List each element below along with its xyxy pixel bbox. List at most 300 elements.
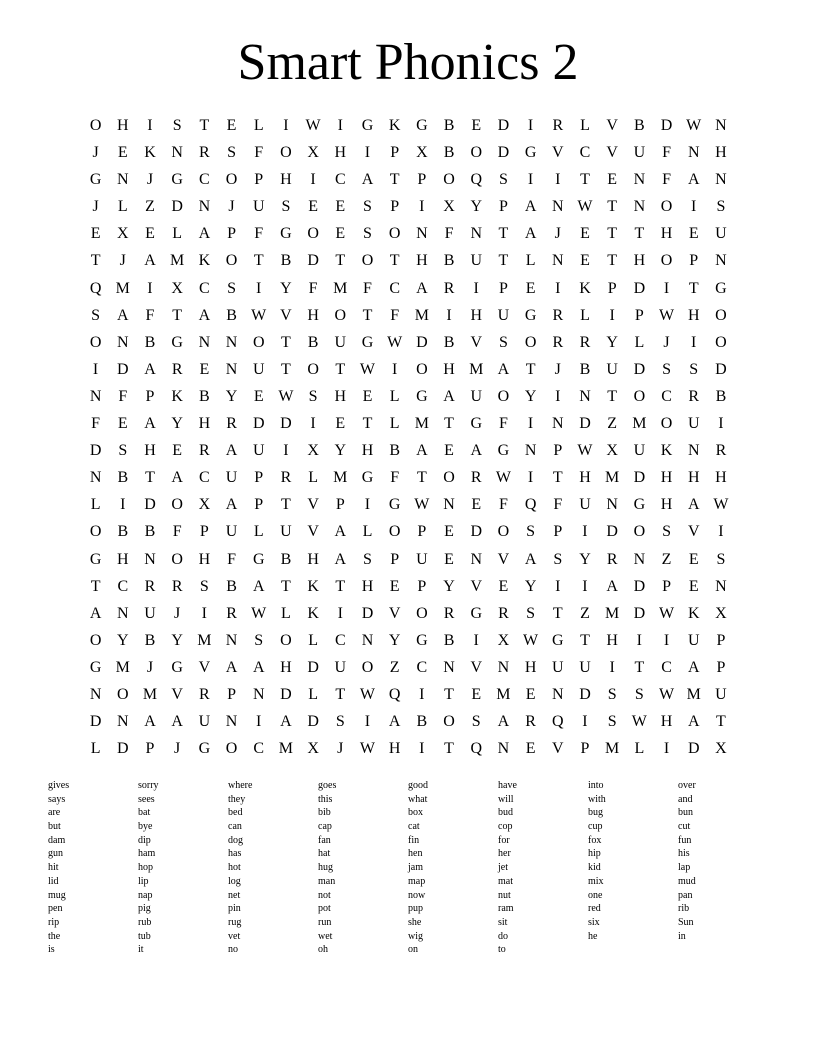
grid-cell: T	[90, 577, 101, 595]
grid-cell: K	[579, 279, 591, 297]
grid-cell: Y	[606, 333, 618, 351]
grid-cell: R	[226, 604, 237, 622]
grid-cell: O	[280, 144, 292, 162]
word-list-item: rub	[138, 916, 152, 928]
word-list-item: hug	[318, 862, 333, 874]
grid-cell: C	[661, 387, 672, 405]
grid-cell: H	[715, 469, 727, 487]
grid-cell: U	[715, 225, 727, 243]
grid-cell: G	[361, 469, 374, 487]
word-list-item: hen	[408, 848, 423, 860]
grid-cell: B	[579, 360, 591, 378]
word-list-item: cop	[498, 821, 513, 833]
grid-cell: Z	[145, 198, 155, 216]
word-list-item: net	[228, 889, 241, 901]
grid-cell: N	[416, 225, 428, 243]
grid-cell: S	[118, 442, 128, 460]
grid-cell: E	[688, 550, 699, 568]
word-list-item: lip	[138, 875, 149, 887]
grid-cell: O	[416, 360, 428, 378]
grid-cell: R	[470, 469, 482, 487]
grid-cell: V	[171, 685, 183, 703]
grid-cell: T	[580, 631, 590, 649]
grid-cell: B	[443, 333, 455, 351]
grid-cell: I	[473, 279, 479, 297]
word-list-item: pin	[228, 903, 241, 915]
grid-cell: T	[444, 740, 454, 758]
grid-cell: H	[334, 387, 347, 405]
grid-cell: N	[89, 685, 102, 703]
grid-cell: I	[201, 604, 207, 622]
grid-cell: U	[144, 604, 156, 622]
grid-cell: E	[471, 496, 482, 514]
grid-cell: F	[553, 496, 563, 514]
grid-cell: T	[172, 306, 183, 324]
grid-cell: S	[526, 604, 536, 622]
grid-cell: X	[497, 631, 510, 649]
word-column	[678, 779, 768, 957]
grid-cell: G	[416, 631, 428, 649]
word-list-item: not	[318, 889, 331, 901]
grid-cell: E	[226, 117, 237, 134]
grid-cell: V	[606, 117, 618, 134]
grid-cell: D	[416, 333, 428, 351]
word-list-item: dam	[48, 834, 66, 846]
grid-cell: N	[117, 333, 129, 351]
grid-cell: I	[663, 740, 670, 758]
word-list-item: goes	[318, 780, 337, 791]
grid-cell: D	[307, 713, 319, 731]
word-list-item: they	[228, 793, 246, 805]
grid-cell: W	[658, 306, 675, 324]
word-list-item: lap	[678, 862, 691, 874]
grid-cell: T	[335, 252, 346, 270]
word-list-item: bug	[588, 807, 603, 819]
grid-cell: J	[554, 225, 561, 243]
grid-cell: T	[253, 252, 264, 270]
grid-cell: R	[606, 550, 618, 568]
word-list-item: over	[678, 780, 696, 791]
grid-cell: P	[634, 306, 644, 324]
grid-cell: A	[252, 577, 265, 595]
grid-cell: A	[144, 415, 156, 433]
grid-cell: K	[660, 442, 673, 460]
word-list-item: fin	[408, 834, 420, 846]
word-list-item: cup	[588, 821, 603, 833]
grid-cell: Y	[524, 387, 537, 405]
grid-cell: F	[390, 306, 400, 324]
grid-cell: W	[658, 685, 675, 703]
grid-cell: M	[115, 658, 130, 676]
grid-cell: E	[145, 225, 155, 243]
word-list-item: no	[228, 944, 238, 956]
grid-cell: Z	[389, 658, 400, 676]
grid-cell: N	[198, 333, 211, 351]
grid-cell: B	[144, 333, 156, 351]
grid-cell: G	[633, 496, 646, 514]
grid-cell: U	[552, 658, 564, 676]
grid-cell: W	[577, 198, 593, 216]
grid-cell: N	[552, 685, 564, 703]
grid-cell: U	[687, 631, 700, 649]
grid-cell: H	[198, 415, 211, 433]
grid-cell: G	[388, 496, 401, 514]
grid-cell: I	[337, 604, 343, 622]
grid-cell: S	[254, 631, 264, 649]
grid-cell: J	[663, 333, 670, 351]
word-list-item: in	[678, 930, 686, 942]
grid-cell: M	[605, 740, 620, 758]
grid-cell: N	[252, 685, 265, 703]
grid-cell: R	[199, 442, 210, 460]
grid-cell: I	[555, 279, 561, 297]
grid-cell: H	[443, 360, 455, 378]
grid-cell: B	[280, 550, 292, 568]
grid-cell: N	[198, 198, 211, 216]
grid-cell: G	[497, 442, 510, 460]
grid-cell: N	[579, 387, 591, 405]
grid-cell: D	[144, 496, 156, 514]
grid-cell: G	[361, 333, 374, 351]
word-list-item: dip	[138, 834, 151, 846]
grid-cell: W	[387, 333, 403, 351]
grid-cell: W	[359, 740, 376, 758]
grid-cell: O	[443, 171, 455, 189]
grid-cell: H	[715, 144, 727, 162]
grid-cell: L	[362, 523, 373, 541]
grid-cell: D	[280, 415, 292, 433]
grid-cell: N	[715, 252, 727, 270]
grid-cell: H	[660, 469, 673, 487]
grid-cell: N	[497, 740, 510, 758]
word-column	[408, 779, 498, 957]
grid-cell: I	[364, 496, 371, 514]
grid-cell: E	[389, 577, 400, 595]
grid-cell: S	[716, 198, 726, 216]
grid-cell: H	[687, 469, 700, 487]
grid-cell: D	[171, 198, 183, 216]
grid-cell: N	[117, 171, 129, 189]
grid-cell: B	[117, 469, 129, 487]
grid-cell: I	[609, 306, 615, 324]
word-list-item: pup	[408, 903, 423, 915]
word-list-item: bib	[318, 807, 331, 819]
grid-cell: N	[117, 604, 129, 622]
grid-cell: E	[308, 198, 318, 216]
grid-cell: H	[144, 442, 156, 460]
letter-grid	[82, 112, 735, 762]
grid-cell: N	[715, 117, 727, 134]
word-list-item: kid	[588, 862, 601, 874]
grid-cell: G	[416, 387, 428, 405]
grid-cell: N	[225, 360, 238, 378]
grid-cell: L	[389, 415, 400, 433]
grid-cell: T	[580, 171, 590, 189]
grid-cell: N	[225, 333, 238, 351]
grid-cell: T	[362, 306, 373, 324]
word-list-item: have	[498, 780, 517, 791]
grid-cell: Q	[470, 171, 482, 189]
grid-cell: H	[280, 171, 292, 189]
grid-cell: I	[582, 523, 588, 541]
grid-cell: N	[470, 225, 482, 243]
grid-cell: A	[225, 442, 238, 460]
grid-cell: T	[552, 469, 563, 487]
grid-cell: W	[251, 604, 267, 622]
grid-cell: U	[579, 658, 591, 676]
word-list-item: nap	[138, 889, 153, 901]
grid-cell: F	[308, 279, 318, 297]
grid-cell: N	[171, 144, 183, 162]
grid-cell: I	[527, 117, 534, 134]
grid-cell: I	[663, 279, 670, 297]
grid-cell: O	[171, 496, 183, 514]
grid-cell: T	[335, 360, 346, 378]
grid-cell: E	[580, 252, 590, 270]
grid-cell: M	[469, 360, 484, 378]
grid-cell: N	[225, 631, 238, 649]
grid-cell: F	[118, 387, 128, 405]
grid-cell: D	[497, 144, 510, 162]
word-list-item: mat	[498, 875, 513, 887]
grid-cell: B	[443, 117, 455, 134]
grid-cell: R	[552, 117, 564, 134]
grid-cell: D	[497, 117, 510, 134]
word-list-item: where	[228, 780, 253, 791]
grid-cell: R	[199, 685, 210, 703]
grid-cell: D	[280, 685, 292, 703]
grid-cell: J	[554, 360, 561, 378]
grid-cell: P	[254, 171, 264, 189]
grid-cell: J	[228, 198, 235, 216]
grid-cell: V	[280, 306, 292, 324]
word-list-item: fun	[678, 834, 692, 846]
word-list-item: fan	[318, 834, 331, 846]
grid-cell: F	[363, 279, 372, 297]
grid-cell: H	[660, 225, 673, 243]
grid-cell: P	[254, 469, 264, 487]
word-list-item: with	[588, 793, 606, 805]
grid-cell: V	[470, 658, 482, 676]
word-list-item: hot	[228, 862, 241, 874]
grid-cell: B	[226, 306, 237, 324]
grid-cell: H	[633, 252, 646, 270]
word-list-item: pen	[48, 903, 63, 915]
grid-cell: O	[497, 387, 510, 405]
grid-cell: A	[687, 171, 700, 189]
grid-cell: E	[172, 442, 183, 460]
grid-cell: X	[416, 144, 428, 162]
grid-cell: N	[497, 658, 510, 676]
grid-cell: F	[662, 144, 671, 162]
grid-cell: F	[227, 550, 236, 568]
grid-cell: I	[636, 631, 642, 649]
grid-cell: Z	[580, 604, 590, 622]
grid-cell: A	[687, 496, 700, 514]
word-list-item: man	[318, 875, 336, 887]
grid-cell: E	[362, 387, 373, 405]
grid-cell: Y	[171, 415, 183, 433]
grid-cell: S	[689, 360, 699, 378]
word-list-item: he	[588, 930, 598, 942]
grid-cell: L	[253, 117, 264, 134]
grid-cell: S	[607, 713, 617, 731]
grid-cell: U	[252, 360, 265, 378]
grid-cell: F	[498, 415, 508, 433]
grid-cell: E	[580, 225, 590, 243]
grid-cell: W	[713, 496, 729, 514]
grid-cell: R	[525, 713, 536, 731]
grid-cell: R	[226, 415, 237, 433]
grid-cell: H	[361, 577, 374, 595]
page-title: Smart Phonics 2	[237, 34, 579, 91]
grid-cell: B	[443, 252, 455, 270]
grid-cell: M	[278, 740, 294, 758]
grid-cell: I	[147, 117, 153, 134]
grid-cell: U	[252, 442, 265, 460]
grid-cell: M	[414, 306, 429, 324]
word-list-item: rip	[48, 916, 60, 928]
word-list-item: can	[228, 821, 242, 833]
grid-cell: K	[307, 604, 319, 622]
grid-cell: O	[443, 713, 455, 731]
word-list-item: bye	[138, 821, 153, 833]
grid-cell: I	[718, 523, 724, 541]
grid-cell: D	[470, 523, 482, 541]
grid-cell: T	[634, 658, 645, 676]
word-list-item: to	[498, 944, 506, 956]
grid-cell: T	[416, 469, 427, 487]
grid-cell: G	[416, 117, 428, 134]
grid-cell: I	[582, 577, 588, 595]
grid-cell: C	[416, 658, 428, 676]
grid-cell: P	[689, 252, 699, 270]
grid-cell: H	[361, 442, 374, 460]
grid-cell: X	[307, 740, 319, 758]
grid-cell: S	[227, 279, 236, 297]
grid-cell: I	[691, 333, 697, 351]
grid-cell: N	[524, 442, 537, 460]
grid-cell: O	[225, 171, 238, 189]
grid-cell: X	[715, 740, 727, 758]
grid-cell: A	[198, 306, 211, 324]
grid-cell: J	[174, 740, 181, 758]
grid-cell: M	[686, 685, 701, 703]
grid-cell: O	[361, 252, 374, 270]
grid-cell: E	[335, 198, 346, 216]
grid-cell: S	[553, 550, 563, 568]
grid-cell: W	[359, 360, 376, 378]
grid-cell: O	[388, 523, 401, 541]
grid-cell: C	[334, 631, 346, 649]
grid-cell: T	[607, 252, 618, 270]
grid-cell: E	[688, 577, 699, 595]
grid-cell: G	[89, 171, 102, 189]
grid-cell: N	[633, 198, 646, 216]
grid-cell: N	[687, 442, 700, 460]
grid-cell: S	[526, 523, 536, 541]
grid-cell: A	[171, 469, 183, 487]
grid-cell: L	[308, 685, 318, 703]
grid-cell: S	[471, 713, 481, 731]
grid-cell: K	[307, 577, 319, 595]
grid-cell: D	[687, 740, 700, 758]
grid-cell: S	[662, 360, 671, 378]
grid-cell: L	[308, 631, 318, 649]
grid-cell: H	[524, 658, 537, 676]
grid-cell: P	[580, 740, 590, 758]
grid-cell: I	[283, 442, 289, 460]
word-list-item: sit	[498, 916, 508, 928]
grid-cell: T	[607, 387, 618, 405]
word-column	[228, 779, 318, 957]
grid-cell: Y	[443, 577, 455, 595]
grid-cell: T	[281, 333, 291, 351]
word-list-item: mix	[588, 875, 604, 887]
grid-cell: E	[90, 225, 101, 243]
grid-cell: A	[361, 171, 374, 189]
grid-cell: U	[579, 496, 591, 514]
grid-cell: V	[198, 658, 211, 676]
grid-cell: F	[254, 144, 264, 162]
grid-cell: A	[89, 604, 102, 622]
grid-cell: T	[525, 360, 536, 378]
grid-cell: A	[687, 713, 700, 731]
grid-cell: P	[227, 225, 236, 243]
word-list-item: pan	[678, 889, 693, 901]
grid-cell: E	[498, 577, 509, 595]
word-column	[588, 779, 678, 957]
grid-cell: Q	[552, 713, 564, 731]
grid-cell: N	[552, 198, 564, 216]
grid-cell: O	[715, 306, 727, 324]
grid-cell: E	[444, 442, 454, 460]
grid-cell: H	[416, 252, 428, 270]
word-list-item: says	[48, 793, 66, 805]
grid-cell: N	[687, 144, 700, 162]
grid-cell: A	[388, 713, 401, 731]
word-list-item: bun	[678, 807, 693, 819]
grid-cell: E	[471, 117, 482, 134]
grid-cell: D	[579, 685, 591, 703]
grid-cell: S	[227, 144, 236, 162]
grid-cell: D	[89, 442, 102, 460]
word-list-item: gives	[48, 780, 70, 791]
grid-cell: R	[280, 469, 292, 487]
grid-cell: E	[199, 360, 210, 378]
grid-cell: V	[470, 333, 482, 351]
word-list-item: wig	[408, 930, 423, 942]
grid-cell: G	[171, 171, 183, 189]
grid-cell: S	[498, 333, 508, 351]
word-list-item: Sun	[678, 916, 694, 928]
grid-cell: A	[524, 225, 537, 243]
grid-cell: R	[498, 604, 509, 622]
grid-cell: D	[89, 713, 102, 731]
grid-cell: P	[716, 658, 726, 676]
grid-cell: B	[117, 523, 129, 541]
word-list-item: will	[498, 793, 514, 805]
grid-cell: M	[197, 631, 212, 649]
grid-cell: U	[252, 198, 265, 216]
grid-cell: E	[253, 387, 264, 405]
grid-cell: U	[225, 469, 238, 487]
grid-cell: H	[470, 306, 482, 324]
grid-cell: Y	[334, 442, 347, 460]
grid-cell: M	[632, 415, 647, 433]
grid-cell: E	[444, 550, 454, 568]
grid-cell: M	[605, 469, 620, 487]
